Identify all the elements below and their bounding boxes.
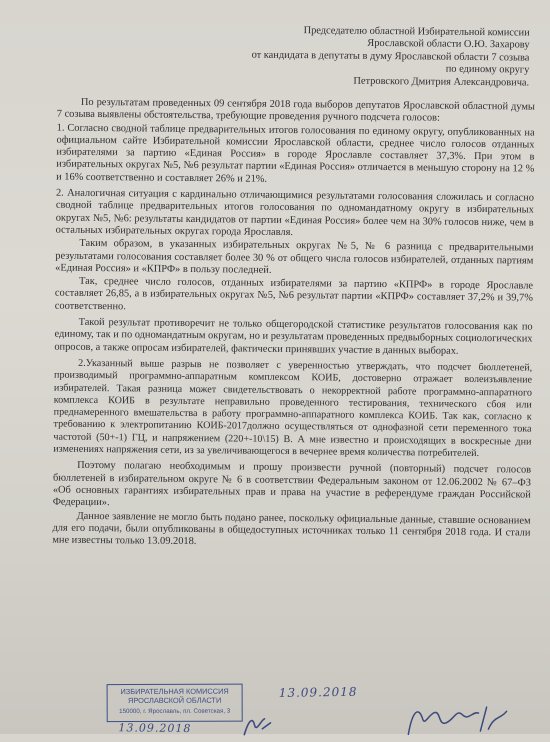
applicant-signature-icon bbox=[402, 700, 512, 741]
paragraph-7: Поэтому полагаю необходимым и прошу произвести ручной (повторный) подсчет голосов бюллетеней в избирательном округе № 6 в соответствии Федеральным законом от 12.06.2002 № 67–ФЗ «Об основных гарантиях избирательных прав и права на участие в референдуме граждан Российской Федерации». bbox=[52, 460, 532, 509]
stamp-line-2: ЯРОСЛАВСКОЙ ОБЛАСТИ bbox=[128, 695, 222, 706]
paragraph-6: 2.Указанный выше разрыв не позволяет с уверенностью утверждать, что подсчет бюллетеней, производимый программно-аппаратным комплексом КОИБ, достоверно отражает волеизъявление избирателей. Такая разница может свидетельствовать о некорректной работе программно-аппаратного комплекса КОИБ в результате неправильно проведенного тестирования, технического сбоя или преднамеренного вмешательства в работу программно-аппаратного комплекса КОИБ. Так как, согласно к требованию к электропитанию КОИБ-2017должно осуществляться от однофазной сети переменного тока частотой (50+-1) ГЦ, и напряжением (220+-10\15) В. А мне известно и происходящих в воскресные дни изменениях напряжения сети, из за увеличивающегося в вечернее время количества потребителей. bbox=[53, 357, 533, 460]
paragraph-2: 2. Аналогичная ситуация с кардинально отличающимися результатами голосования сложилась и согласно сводной таблице предварительных итогов голосования по одномандатному округу в избирательных округах №5, №6: результаты кандидатов от партии «Единая Россия» более чем на 30% голосов ниже, чем в остальных избирательных округах города Ярославля. bbox=[55, 187, 535, 239]
handwritten-signed-date: 13.09.2018 bbox=[118, 721, 192, 736]
paragraph-intro: По результатам проведенных 09 сентября 2018 года выборов депутатов Ярославской областной думы 7 созыва выявлены обстоятельства, требующие проведения ручного подсчета голосов: bbox=[56, 96, 535, 124]
paragraph-4: Так, среднее число голосов, отданных избирателями за партию «КПРФ» в городе Ярославле составляет 26,85, а в избирательных округах №5, №6 результат партии «КПРФ» составляет 37,2% и 39,7% соответственно. bbox=[54, 275, 534, 313]
addressee-line-2: Ярославской области О.Ю. Захарову bbox=[367, 38, 530, 51]
addressee-line-5: Петровского Дмитрия Александровича. bbox=[353, 75, 530, 89]
paragraph-8: Данное заявление не могло быть подано ранее, поскольку официальные данные, ставшие основанием для его подачи, были опубликованы в общедоступных источниках только 11 сентября 2018 года. И стали мне известны только 13.09.2018. bbox=[52, 510, 531, 548]
paragraph-3: Таким образом, в указанных избирательных округах №5, № 6 разница с предварительными результатами голосования составляет более 30 % от общего числа голосов избирателей, отданных партиям «Единая Россия» и «КПРФ» в пользу последней. bbox=[55, 238, 534, 276]
addressee-line-3: от кандидата в депутаты в думу Ярославской области 7 созыва bbox=[251, 49, 530, 64]
statement-body bbox=[52, 97, 535, 553]
paragraph-1: 1. Согласно сводной таблице предварительных итогов голосования по единому округу, опубликованных на официальном сайте Избирательной комиссии Ярославской области, среднее число голосов отданных избирателями за партию «Единая Россия» в городе Ярославле составляет 37,3%. При этом в избирательных округах №5, №6 результат партии «Единая Россия» отличается в меньшую сторону на 12 % и 16% соответственно и составляет 26% и 21%. bbox=[56, 122, 535, 185]
receiver-signature-icon bbox=[240, 715, 280, 739]
paragraph-5: Такой результат противоречит не только общегородской статистике результатов голосования как по единому, так и по одномандатным округам, но и результатам проведенных предвыборных социологических опросов, а также опросам избирателей, фактически принявших участие в данных выборах. bbox=[54, 316, 533, 357]
stamp-line-1: ИЗБИРАТЕЛЬНАЯ КОМИССИЯ bbox=[120, 686, 229, 697]
addressee-line-1: Председателю областной Избирательной комиссии bbox=[303, 25, 530, 39]
stamp-address: 150000, г. Ярославль, пл. Советская, 3 bbox=[119, 707, 231, 716]
commission-stamp bbox=[107, 684, 243, 722]
addressee-line-4: по единому округу bbox=[445, 63, 530, 76]
addressee-block bbox=[199, 24, 530, 89]
handwritten-received-date: 13.09.2018 bbox=[278, 684, 358, 700]
